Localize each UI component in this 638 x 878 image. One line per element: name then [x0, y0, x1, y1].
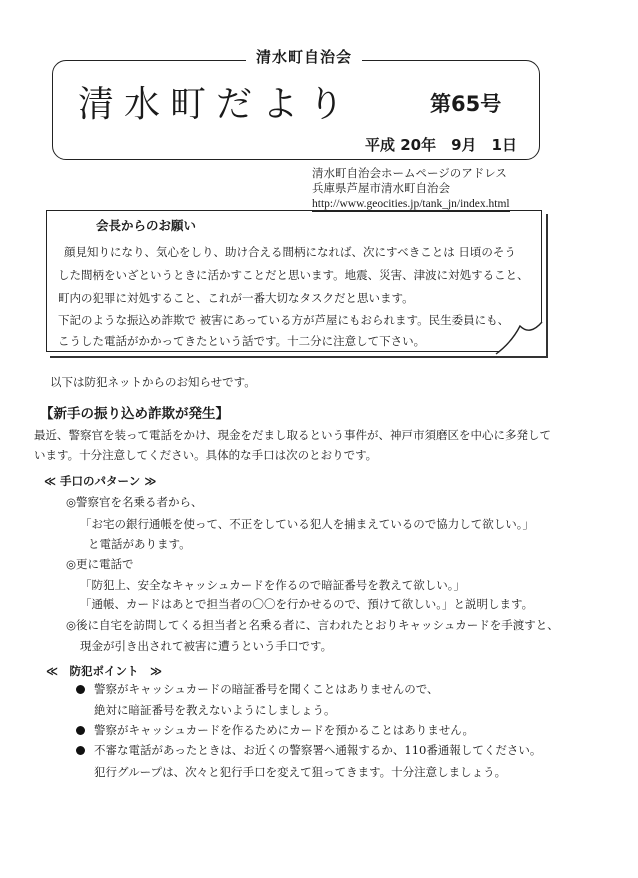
section-body-line: います。十分注意してください。具体的な手口は次のとおりです。	[34, 448, 378, 462]
association-location: 兵庫県芦屋市清水町自治会	[312, 181, 450, 195]
pattern-line: 「防犯上、安全なキャッシュカードを作るので暗証番号を教えて欲しい。」	[80, 578, 466, 592]
point-item-continuation: 犯行グループは、次々と犯行手口を変えて狙ってきます。十分注意しましょう。	[94, 765, 507, 779]
pattern-line: ◎更に電話で	[66, 557, 134, 571]
homepage-address-label: 清水町自治会ホームページのアドレス	[312, 166, 507, 180]
message-title: 会長からのお願い	[96, 218, 197, 233]
issue-date: 平成 20年 9月 1日	[365, 136, 517, 154]
pattern-line: ◎警察官を名乗る者から、	[66, 495, 203, 509]
bullet-icon	[76, 726, 85, 735]
point-item-continuation: 絶対に暗証番号を教えないようにしましょう。	[94, 703, 336, 717]
intro-text: 以下は防犯ネットからのお知らせです。	[50, 375, 256, 389]
point-item: 不審な電話があったときは、お近くの警察署へ通報するか、110番通報してください。	[94, 743, 542, 757]
message-line: した間柄をいざというときに活かすことだと思います。地震、災害、津波に対処すること、	[58, 268, 529, 282]
message-line: 町内の犯罪に対処すること、これが一番大切なタスクだと思います。	[58, 291, 414, 305]
organization-name: 清水町自治会	[246, 46, 362, 67]
pattern-heading: ≪ 手口のパターン ≫	[44, 474, 157, 488]
message-line: 下記のような振込め詐欺で 被害にあっている方が芦屋にもおられます。民生委員にも、	[58, 313, 510, 327]
homepage-url-text[interactable]: http://www.geocities.jp/tank_jn/index.html	[312, 198, 510, 210]
pattern-line: と電話があります。	[88, 537, 191, 551]
section-heading: 【新手の振り込め詐欺が発生】	[40, 406, 229, 422]
pattern-line: 「お宅の銀行通帳を使って、不正をしている犯人を捕まえているので協力して欲しい。」	[80, 517, 535, 531]
issue-number: 第65号	[430, 92, 502, 116]
newsletter-title: 清水町だより	[78, 84, 355, 125]
points-heading: ≪ 防犯ポイント ≫	[46, 664, 163, 678]
message-line: こうした電話がかかってきたという話です。十二分に注意して下さい。	[58, 334, 426, 348]
message-line: 顔見知りになり、気心をしり、助け合える間柄になれば、次にすべきことは 日頃のそう	[64, 245, 516, 259]
point-item: 警察がキャッシュカードを作るためにカードを預かることはありません。	[94, 723, 474, 737]
point-item: 警察がキャッシュカードの暗証番号を聞くことはありませんので、	[94, 682, 439, 696]
section-body-line: 最近、警察官を装って電話をかけ、現金をだまし取るという事件が、神戸市須磨区を中心に多発して	[34, 428, 552, 442]
bullet-icon	[76, 746, 85, 755]
pattern-line: ◎後に自宅を訪問してくる担当者と名乗る者に、言われたとおりキャッシュカードを手渡すと、	[66, 618, 559, 632]
pattern-line: 「通帳、カードはあとで担当者の〇〇を行かせるので、預けて欲しい。」と説明します。	[80, 597, 534, 611]
pattern-line: 現金が引き出されて被害に遭うという手口です。	[80, 639, 333, 653]
bullet-icon	[76, 685, 85, 694]
